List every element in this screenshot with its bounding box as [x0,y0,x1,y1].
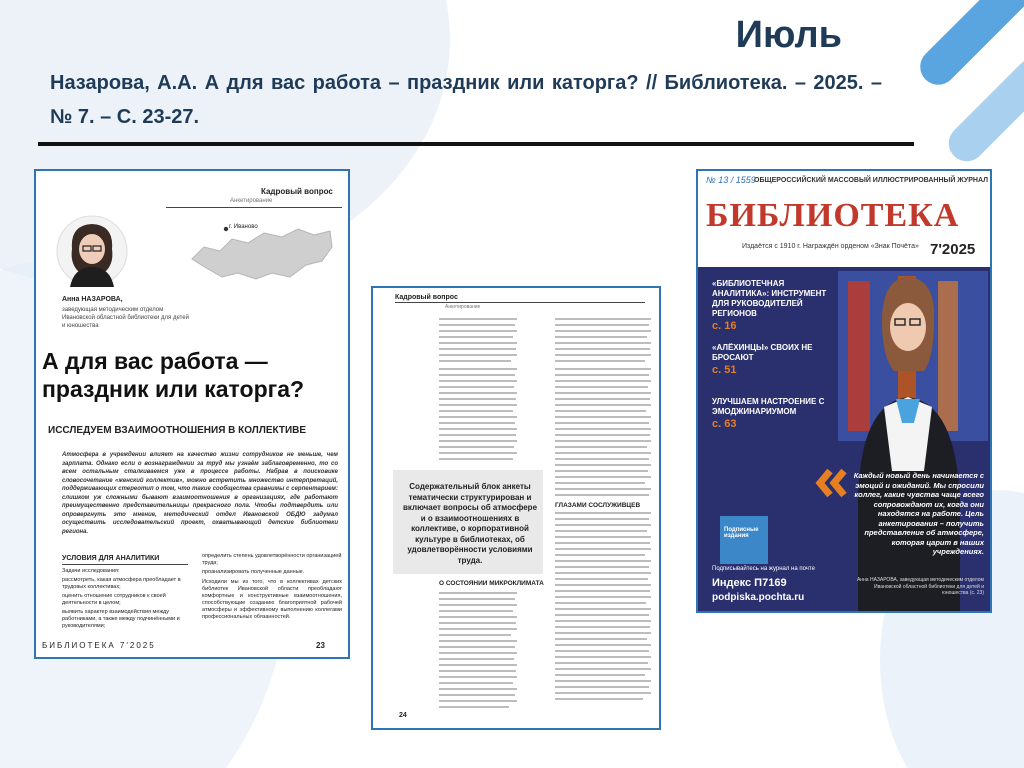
right-column-text: Исходили мы из того, что в коллективах детских библиотек Ивановской области преобладают комфортные и конструктивные взаимоотношения, способствующие созданию благоприятной рабочей атмосферы и эффективному выполнению коллегами профессиональных обязанностей. [202,579,342,620]
box-intro: Задачи исследования: [62,568,120,574]
footer-journal: БИБЛИОТЕКА 7'2025 [42,641,156,650]
cover-quote: Каждый новый день начинается с эмоций и ожиданий. Мы спросили коллег, какие чувства чаще всего сопровождают их, когда они находятся на работе. Цель анкетирования – получить представление об атмосфере, которая царит в наших учреждениях. [853,471,984,556]
section-rule [166,207,342,208]
page-section-label: Кадровый вопрос [261,187,333,196]
citation-text: Назарова, А.А. А для вас работа – праздник или каторга? // Библиотека. – 2025. – № 7. – С. 23-27. [50,72,882,128]
cover-since: Издаётся с 1910 г. Награждён орденом «Знак Почёта» [742,243,919,250]
cover-article-title: УЛУЧШАЕМ НАСТРОЕНИЕ С ЭМОДЖИНАРИУМОМ [712,397,825,416]
book-label: Подписные издания [724,527,759,539]
subscription-index: Индекс П7169 [712,577,787,589]
magazine-cover [696,169,992,613]
cover-issue: 7'2025 [930,241,976,258]
article-lead: Атмосфера в учреждении влияет на качество жизни сотрудников не меньше, чем зарплата. Однако если о вознаграждении за труд мы узнаём заблаговременно, то со всем остальным сталкиваемся уже в процессе работы. Набрав в поисковике словосочетание «женский коллектив», можно встретить множество интерпретаций, поддерживающих стереотип о том, что такие сообщества сравнимы с серпентарием: слишком уж сложными бывают взаимоотношения в организациях, где работают преимущественно представительницы прекрасного пола. Чтобы подтвердить или опровергнуть это мнение, методический отдел Ивановской ОБДЮ задумал осуществить исследовательский проект, охватывающий детские библиотеки региона. [62,452,338,535]
heading-colleagues: ГЛАЗАМИ СОСЛУЖИВЦЕВ [555,502,641,509]
subscription-web: podpiska.pochta.ru [712,592,805,603]
task-item: проанализировать полученные данные. [202,569,305,575]
divider [38,142,914,146]
author-name: Анна НАЗАРОВА, [62,296,123,303]
author-role: заведующая методическим отделом Ивановской областной библиотеки для детей и юношества [62,307,189,329]
task-item: выявить характер взаимодействия между работниками, а также между подчинёнными и руководителями; [62,609,180,629]
task-item: оценить отношение сотрудников к своей деятельности в целом; [62,593,166,606]
cover-article-page: с. 16 [712,320,737,332]
article-subtitle: ИССЛЕДУЕМ ВЗАИМООТНОШЕНИЯ В КОЛЛЕКТИВЕ [48,425,307,436]
magazine-page-23 [34,169,350,659]
box-rule [62,564,188,565]
section-rule [395,302,645,303]
task-list [62,577,190,630]
cover-article-title: «АЛЁХИНЦЫ» СВОИХ НЕ БРОСАЮТ [712,343,813,362]
map-city-label: г. Иваново [229,224,258,230]
cover-caption: Анна НАЗАРОВА, заведующая методическим отделом Ивановской областной библиотеки для детей и юношества (с. 23) [856,577,984,596]
cover-article-page: с. 51 [712,364,737,376]
task-list-right [202,553,342,576]
task-item: рассмотреть, какая атмосфера преобладает в трудовых коллективах; [62,577,181,590]
box-title: УСЛОВИЯ ДЛЯ АНАЛИТИКИ [62,555,160,562]
task-item: определить степень удовлетворённости организацией труда; [202,553,342,566]
cover-title: БИБЛИОТЕКА [706,197,960,234]
magazine-page-24 [371,286,661,730]
month-heading: Июль [735,14,842,56]
cover-article-1 [712,343,832,376]
page-section-label: Кадровый вопрос [395,294,458,301]
quote-text: Содержательный блок анкеты тематически структурирован и включает вопросы об атмосфере и о взаимоотношениях в коллективе, о корпоративной культуре в библиотеках, об удовлетворённости условиями труда. [402,482,538,565]
page-subsection-label: Анкетирование [230,198,273,204]
article-title: А для вас работа — праздник или каторга? [42,348,305,402]
cover-article-title: «БИБЛИОТЕЧНАЯ АНАЛИТИКА»: ИНСТРУМЕНТ ДЛЯ РУКОВОДИТЕЛЕЙ РЕГИОНОВ [712,279,827,318]
cover-article-page: с. 63 [712,418,737,430]
heading-climate: О СОСТОЯНИИ МИКРОКЛИМАТА [439,580,544,587]
page-number: 23 [316,641,325,650]
page-subsection-label: Анкетирование [445,304,481,310]
page-number: 24 [399,712,407,719]
author-photo [56,215,128,287]
quote-block [393,470,543,574]
russia-map-image [186,217,336,289]
cover-article-0 [712,279,832,332]
cover-header: ОБЩЕРОССИЙСКИЙ МАССОВЫЙ ИЛЛЮСТРИРОВАННЫЙ ЖУРНАЛ [754,177,988,184]
cover-stamp: № 13 / 1559 [706,175,756,185]
subscription-title: Подписывайтесь на журнал на почте [712,566,815,572]
cover-article-2 [712,397,832,430]
